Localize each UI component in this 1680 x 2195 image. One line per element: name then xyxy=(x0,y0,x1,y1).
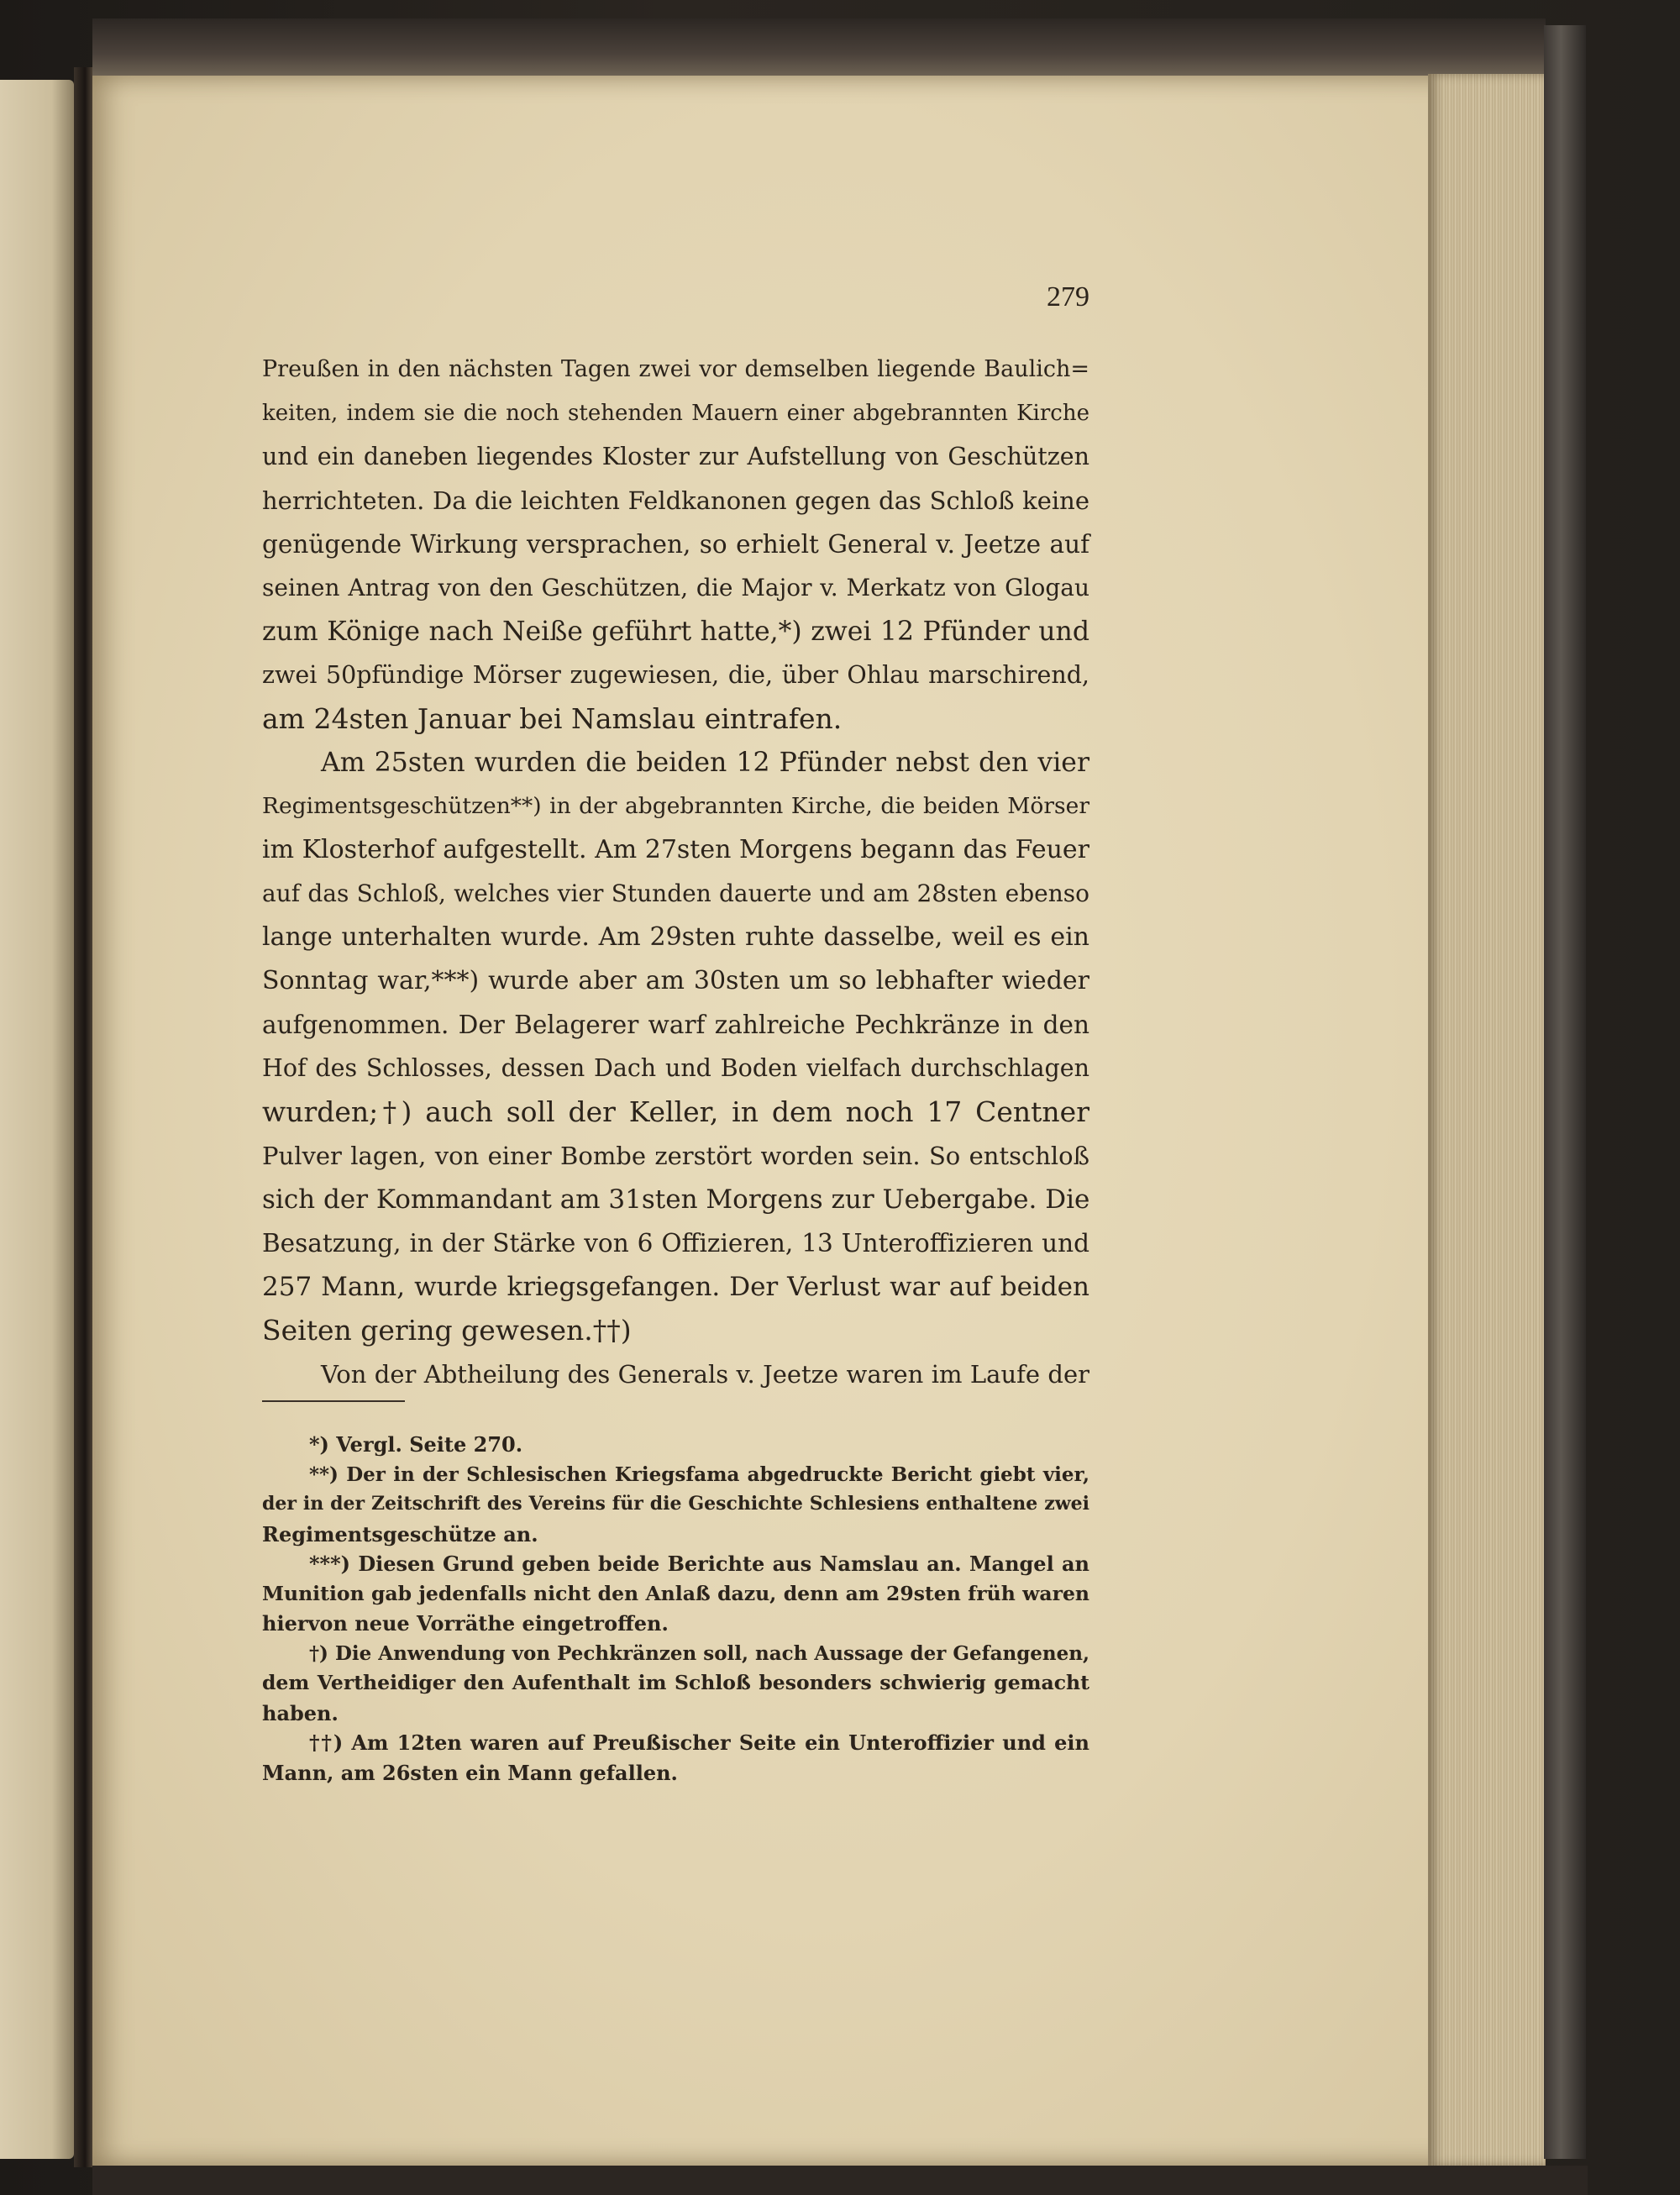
footnotes xyxy=(262,1430,1089,1788)
footnote-line: Munition gab jedenfalls nicht den Anlaß dazu, denn am 29sten früh waren xyxy=(262,1581,1089,1605)
body-text xyxy=(262,348,1089,1396)
footnote-separator xyxy=(262,1400,405,1402)
book-gutter xyxy=(74,67,92,2167)
body-line: am 24sten Januar bei Namslau eintrafen. xyxy=(262,702,843,735)
body-line: zwei 50pfündige Mörser zugewiesen, die, über Ohlau marschirend, xyxy=(262,661,1089,689)
book-cover-bottom xyxy=(92,2166,1588,2195)
book-cover-top xyxy=(92,18,1546,77)
footnote-line: ††) Am 12ten waren auf Preußischer Seite ein Unteroffizier und ein xyxy=(309,1730,1089,1755)
body-line: Preußen in den nächsten Tagen zwei vor demselben liegende Baulich= xyxy=(262,356,1089,382)
footnote-line: **) Der in der Schlesischen Kriegsfama abgedruckte Bericht giebt vier, xyxy=(309,1462,1089,1486)
body-line: genügende Wirkung versprachen, so erhielt General v. Jeetze auf xyxy=(262,530,1089,559)
body-line: seinen Antrag von den Geschützen, die Major v. Merkatz von Glogau xyxy=(262,574,1089,601)
footnote-line: Mann, am 26sten ein Mann gefallen. xyxy=(262,1760,678,1785)
body-line: und ein daneben liegendes Kloster zur Aufstellung von Geschützen xyxy=(262,443,1089,470)
page-edges xyxy=(1428,74,1546,2166)
left-page-edge xyxy=(0,80,74,2159)
body-line: Am 25sten wurden die beiden 12 Pfünder nebst den vier xyxy=(321,748,1089,778)
footnote-line: der in der Zeitschrift des Vereins für die Geschichte Schlesiens enthaltene zwei xyxy=(262,1493,1089,1515)
body-line: keiten, indem sie die noch stehenden Mauern einer abgebrannten Kirche xyxy=(262,401,1089,426)
body-line: im Klosterhof aufgestellt. Am 27sten Morgens begann das Feuer xyxy=(262,835,1089,864)
body-line: Sonntag war,***) wurde aber am 30sten um so lebhafter wieder xyxy=(262,966,1089,995)
body-line: Pulver lagen, von einer Bombe zerstört worden sein. So entschloß xyxy=(262,1142,1089,1170)
footnote-line: *) Vergl. Seite 270. xyxy=(309,1432,523,1457)
body-line: Regimentsgeschützen**) in der abgebrannten Kirche, die beiden Mörser xyxy=(262,793,1089,819)
body-line: lange unterhalten wurde. Am 29sten ruhte dasselbe, weil es ein xyxy=(262,922,1089,952)
body-line: herrichteten. Da die leichten Feldkanonen gegen das Schloß keine xyxy=(262,486,1089,515)
footnote-line: †) Die Anwendung von Pechkränzen soll, nach Aussage der Gefangenen, xyxy=(309,1641,1089,1665)
body-line: zum Könige nach Neiße geführt hatte,*) zwei 12 Pfünder und xyxy=(262,617,1089,647)
body-line: auf das Schloß, welches vier Stunden dauerte und am 28sten ebenso xyxy=(262,880,1089,907)
footnote-line: haben. xyxy=(262,1700,339,1725)
body-line: Seiten gering gewesen.††) xyxy=(262,1314,632,1347)
body-line: wurden;†) auch soll der Keller, in dem noch 17 Centner xyxy=(262,1095,1089,1128)
footnote-line: hiervon neue Vorräthe eingetroffen. xyxy=(262,1611,669,1636)
book-cover-right xyxy=(1544,25,1586,2159)
footnote-line: Regimentsgeschütze an. xyxy=(262,1521,538,1546)
page-number: 279 xyxy=(1047,281,1089,312)
body-line: sich der Kommandant am 31sten Morgens zur Uebergabe. Die xyxy=(262,1184,1090,1215)
body-line: aufgenommen. Der Belagerer warf zahlreiche Pechkränze in den xyxy=(262,1011,1089,1039)
footnote-line: ***) Diesen Grund geben beide Berichte aus Namslau an. Mangel an xyxy=(309,1552,1089,1576)
body-line: Besatzung, in der Stärke von 6 Offizieren, 13 Unteroffizieren und xyxy=(262,1229,1089,1258)
footnote-line: dem Vertheidiger den Aufenthalt im Schloß besonders schwierig gemacht xyxy=(262,1671,1089,1694)
body-line: 257 Mann, wurde kriegsgefangen. Der Verlust war auf beiden xyxy=(262,1272,1089,1302)
body-line: Hof des Schlosses, dessen Dach und Boden vielfach durchschlagen xyxy=(262,1054,1089,1082)
body-line: Von der Abtheilung des Generals v. Jeetze waren im Laufe der xyxy=(321,1360,1089,1389)
